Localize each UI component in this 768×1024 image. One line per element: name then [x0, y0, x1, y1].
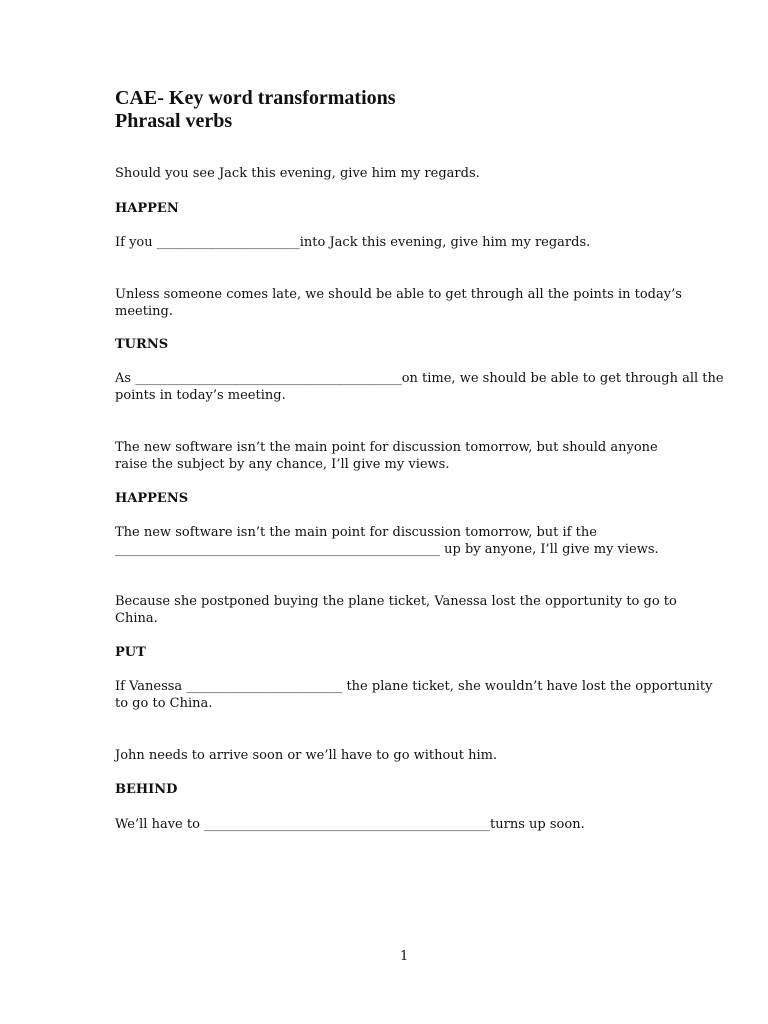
- item-4-answer-line-1: If Vanessa ________________________ the plane ticket, she wouldn’t have lost the opportunity: [115, 679, 713, 694]
- document-subtitle: Phrasal verbs: [115, 110, 233, 132]
- item-5-keyword: BEHIND: [115, 782, 178, 797]
- item-4-original-line-2: China.: [115, 611, 158, 626]
- item-2-answer-line-2: points in today’s meeting.: [115, 388, 286, 403]
- page-number: 1: [400, 949, 409, 964]
- item-2-answer-line-1: As _________________________________________on time, we should be able to get through all the: [115, 371, 724, 386]
- item-2-original-line-2: meeting.: [115, 304, 173, 319]
- item-1-answer-line-1: If you ______________________into Jack this evening, give him my regards.: [115, 235, 591, 250]
- item-4-keyword: PUT: [115, 645, 146, 660]
- item-1-original: Should you see Jack this evening, give him my regards.: [115, 166, 480, 181]
- item-3-keyword: HAPPENS: [115, 491, 189, 506]
- item-5-answer-line-1: We’ll have to ____________________________________________turns up soon.: [115, 817, 585, 832]
- item-2-original-line-1: Unless someone comes late, we should be able to get through all the points in today’s: [115, 287, 682, 302]
- item-3-answer-line-2: __________________________________________________ up by anyone, I’ll give my views.: [115, 542, 659, 557]
- item-4-original-line-1: Because she postponed buying the plane ticket, Vanessa lost the opportunity to go to: [115, 594, 677, 609]
- item-3-original-line-1: The new software isn’t the main point for discussion tomorrow, but should anyone: [115, 440, 658, 455]
- item-3-answer-line-1: The new software isn’t the main point for discussion tomorrow, but if the: [115, 525, 597, 540]
- item-5-original: John needs to arrive soon or we’ll have to go without him.: [115, 748, 498, 763]
- document-title: CAE- Key word transformations: [115, 87, 396, 109]
- item-3-original-line-2: raise the subject by any chance, I’ll give my views.: [115, 457, 450, 472]
- item-4-answer-line-2: to go to China.: [115, 696, 213, 711]
- item-1-keyword: HAPPEN: [115, 201, 179, 216]
- item-2-keyword: TURNS: [115, 337, 169, 352]
